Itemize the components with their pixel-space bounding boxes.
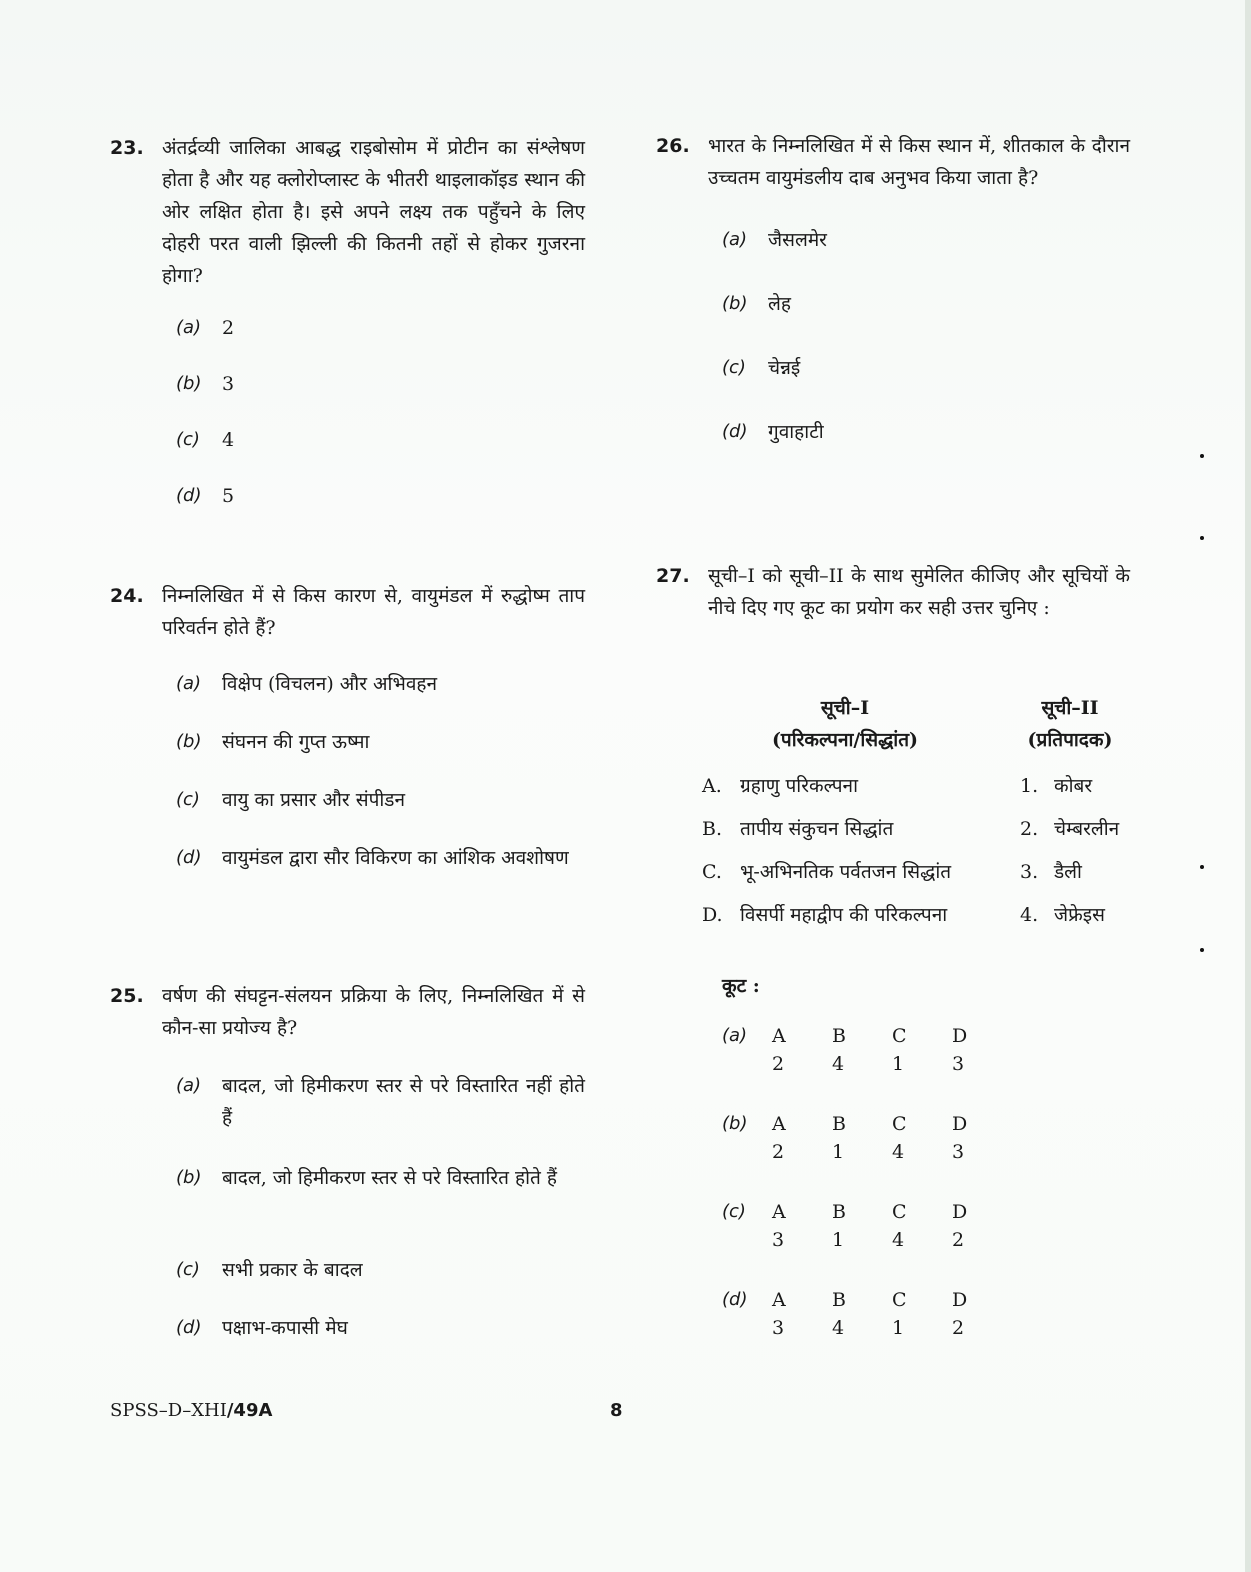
code-option-b[interactable] — [722, 1110, 1022, 1170]
list-2-key: 2. — [1020, 818, 1039, 840]
option-text: बादल, जो हिमीकरण स्तर से परे विस्तारित होते हैं — [222, 1167, 557, 1189]
question-number: 27. — [656, 565, 690, 587]
list-1-title: सूची–I — [820, 697, 870, 719]
code-value: 1 — [832, 1229, 845, 1251]
options-list — [176, 312, 585, 536]
option-text: वायुमंडल द्वारा सौर विकिरण का आंशिक अवशोषण — [222, 847, 569, 869]
page-number: 8 — [610, 1400, 623, 1421]
option-label: (b) — [722, 1113, 748, 1134]
paper-code-suffix: /49A — [226, 1400, 273, 1421]
match-row-c — [702, 858, 1082, 886]
option-label: (c) — [722, 357, 746, 378]
match-row-a — [702, 772, 1092, 800]
print-dot — [1200, 865, 1204, 869]
option-text: विक्षेप (विचलन) और अभिवहन — [222, 673, 438, 695]
list-1-key: A. — [702, 775, 722, 797]
question-24 — [110, 580, 585, 874]
option-label: (a) — [722, 229, 748, 250]
list-1-key: B. — [702, 818, 723, 840]
option-label: (a) — [176, 673, 202, 694]
question-text: अंतर्द्रव्यी जालिका आबद्ध राइबोसोम में प्रोटीन का संश्लेषण होता है और यह क्लोरोप्लास्ट के भीतरी थाइलाकॉइड स्थान की ओर लक्षित होता है। इसे अपने लक्ष्य तक पहुँचने के लिए दोहरी परत वाली झिल्ली की कितनी तहों से होकर गुजरना होगा? — [162, 137, 585, 287]
option-label: (d) — [176, 1317, 202, 1338]
option-label: (c) — [722, 1201, 746, 1222]
code-head: D — [952, 1201, 968, 1223]
option-a[interactable] — [176, 1070, 585, 1162]
list-1-item: तापीय संकुचन सिद्धांत — [740, 818, 894, 840]
print-dot — [1200, 536, 1204, 540]
code-option-c[interactable] — [722, 1198, 1022, 1258]
question-text: सूची–I को सूची–II के साथ सुमेलित कीजिए और सूचियों के नीचे दिए गए कूट का प्रयोग कर सही उत्तर चुनिए : — [708, 565, 1130, 619]
match-row-b — [702, 815, 1119, 843]
question-number: 24. — [110, 585, 144, 607]
list-2-title: सूची–II — [1041, 697, 1099, 719]
code-value: 2 — [772, 1053, 785, 1075]
code-head: A — [772, 1025, 786, 1047]
list-2-item: डैली — [1054, 861, 1082, 883]
code-value: 1 — [892, 1053, 905, 1075]
code-value: 1 — [892, 1317, 905, 1339]
code-option-a[interactable] — [722, 1022, 1022, 1082]
option-text: पक्षाभ-कपासी मेघ — [222, 1317, 348, 1339]
list-2-item: चेम्बरलीन — [1054, 818, 1120, 840]
question-text: भारत के निम्नलिखित में से किस स्थान में, शीतकाल के दौरान उच्चतम वायुमंडलीय दाब अनुभव किया जाता है? — [708, 135, 1130, 189]
option-label: (c) — [176, 429, 200, 450]
code-head: B — [832, 1289, 846, 1311]
option-c[interactable] — [176, 424, 585, 480]
option-text: चेन्नई — [768, 357, 801, 379]
code-head: A — [772, 1113, 786, 1135]
code-head: A — [772, 1201, 786, 1223]
option-b[interactable] — [176, 368, 585, 424]
option-a[interactable] — [722, 224, 1130, 288]
match-row-d — [702, 901, 1105, 929]
option-label: (b) — [722, 293, 748, 314]
code-value: 2 — [952, 1317, 965, 1339]
list-1-header — [745, 692, 945, 756]
list-2-item: जेफ्रेइस — [1054, 904, 1105, 926]
list-1-item: भू-अभिनतिक पर्वतजन सिद्धांत — [740, 861, 952, 883]
print-dot — [1200, 948, 1204, 952]
list-2-key: 4. — [1020, 904, 1039, 926]
option-text: 5 — [222, 485, 235, 507]
option-b[interactable] — [176, 1162, 585, 1254]
option-c[interactable] — [722, 352, 1130, 416]
options-list — [176, 668, 585, 874]
option-text: 4 — [222, 429, 235, 451]
option-d[interactable] — [176, 480, 585, 536]
paper-code — [110, 1400, 272, 1421]
list-2-key: 1. — [1020, 775, 1039, 797]
option-a[interactable] — [176, 668, 585, 726]
code-value: 4 — [832, 1053, 845, 1075]
option-label: (d) — [176, 485, 202, 506]
question-text: वर्षण की संघट्टन-संलयन प्रक्रिया के लिए, निम्नलिखित में से कौन-सा प्रयोज्य है? — [162, 985, 585, 1039]
code-value: 3 — [952, 1053, 965, 1075]
option-text: सभी प्रकार के बादल — [222, 1259, 363, 1281]
list-1-key: C. — [702, 861, 722, 883]
option-text: वायु का प्रसार और संपीडन — [222, 789, 405, 811]
option-text: लेह — [768, 293, 791, 315]
list-2-key: 3. — [1020, 861, 1039, 883]
code-value: 1 — [832, 1141, 845, 1163]
question-26 — [656, 130, 1130, 448]
option-c[interactable] — [176, 784, 585, 842]
option-label: (a) — [176, 1075, 202, 1096]
question-number: 25. — [110, 985, 144, 1007]
code-grid — [772, 1286, 1012, 1342]
option-label: (b) — [176, 731, 202, 752]
list-1-subtitle: (परिकल्पना/सिद्धांत) — [771, 729, 919, 751]
question-23 — [110, 132, 585, 536]
option-b[interactable] — [722, 288, 1130, 352]
option-label: (d) — [722, 421, 748, 442]
option-text: संघनन की गुप्त ऊष्मा — [222, 731, 370, 753]
option-label: (c) — [176, 789, 200, 810]
option-text: 3 — [222, 373, 235, 395]
option-d[interactable] — [176, 1312, 585, 1344]
code-head: C — [892, 1201, 907, 1223]
paper-code-prefix: SPSS–D–XHI — [110, 1400, 227, 1421]
option-label: (d) — [176, 847, 202, 868]
code-value: 2 — [952, 1229, 965, 1251]
option-b[interactable] — [176, 726, 585, 784]
question-text: निम्नलिखित में से किस कारण से, वायुमंडल में रुद्धोष्म ताप परिवर्तन होते हैं? — [162, 585, 585, 639]
code-head: B — [832, 1201, 846, 1223]
page-edge — [1245, 0, 1251, 1572]
code-head: C — [892, 1113, 907, 1135]
code-head: D — [952, 1289, 968, 1311]
code-head: D — [952, 1113, 968, 1135]
option-label: (b) — [176, 373, 202, 394]
option-a[interactable] — [176, 312, 585, 368]
options-list — [176, 1070, 585, 1344]
option-label: (d) — [722, 1289, 748, 1310]
code-value: 3 — [952, 1141, 965, 1163]
option-text: गुवाहाटी — [768, 421, 824, 443]
code-head: C — [892, 1025, 907, 1047]
question-25 — [110, 980, 585, 1344]
list-2-item: कोबर — [1054, 775, 1093, 797]
code-head: D — [952, 1025, 968, 1047]
code-label: कूट : — [722, 975, 760, 997]
list-2-subtitle: (प्रतिपादक) — [1027, 729, 1113, 751]
option-d[interactable] — [722, 416, 1130, 448]
code-head: C — [892, 1289, 907, 1311]
code-option-d[interactable] — [722, 1286, 1022, 1346]
print-dot — [1200, 454, 1204, 458]
code-value: 4 — [832, 1317, 845, 1339]
code-head: B — [832, 1025, 846, 1047]
option-text: 2 — [222, 317, 235, 339]
code-grid — [772, 1110, 1012, 1166]
option-text: बादल, जो हिमीकरण स्तर से परे विस्तारित नहीं होते हैं — [222, 1075, 585, 1129]
code-value: 2 — [772, 1141, 785, 1163]
list-1-item: विसर्पी महाद्वीप की परिकल्पना — [740, 904, 948, 926]
question-27 — [656, 560, 1130, 624]
code-value: 4 — [892, 1141, 905, 1163]
option-c[interactable] — [176, 1254, 585, 1312]
option-d[interactable] — [176, 842, 585, 874]
list-2-header — [1005, 692, 1135, 756]
question-number: 26. — [656, 135, 690, 157]
code-value: 4 — [892, 1229, 905, 1251]
question-number: 23. — [110, 137, 144, 159]
code-head: B — [832, 1113, 846, 1135]
code-grid — [772, 1022, 1012, 1078]
list-1-item: ग्रहाणु परिकल्पना — [740, 775, 858, 797]
code-head: A — [772, 1289, 786, 1311]
code-value: 3 — [772, 1229, 785, 1251]
code-value: 3 — [772, 1317, 785, 1339]
option-label: (a) — [722, 1025, 748, 1046]
code-grid — [772, 1198, 1012, 1254]
option-label: (c) — [176, 1259, 200, 1280]
option-label: (a) — [176, 317, 202, 338]
option-text: जैसलमेर — [768, 229, 827, 251]
option-label: (b) — [176, 1167, 202, 1188]
list-1-key: D. — [702, 904, 723, 926]
options-list — [722, 224, 1130, 448]
